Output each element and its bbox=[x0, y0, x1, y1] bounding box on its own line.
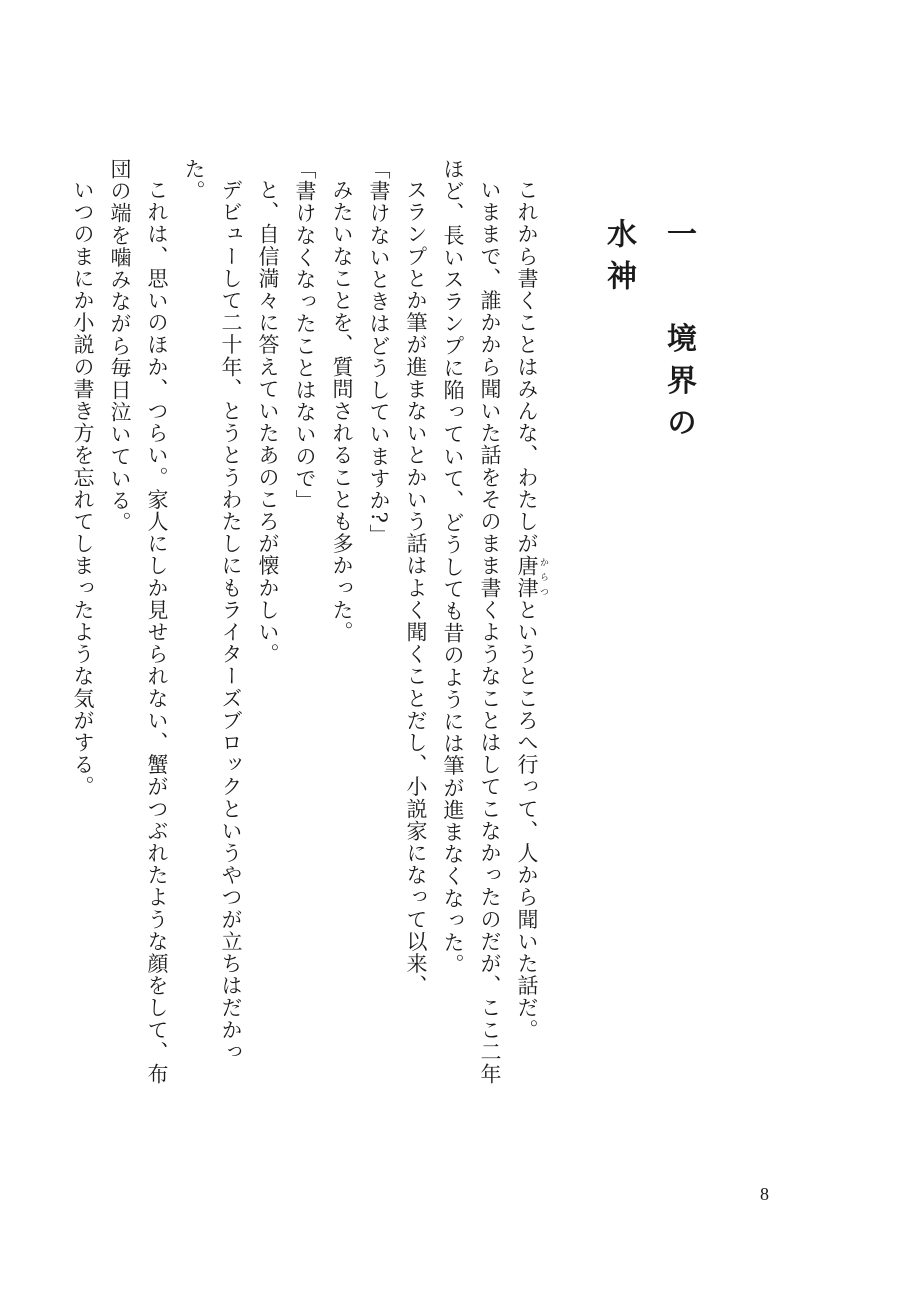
furigana-word bbox=[515, 554, 548, 599]
dialogue-line: 「書けなくなったことはないので」 bbox=[293, 158, 317, 512]
paragraph: いつのまにか小説の書き方を忘れてしまったような気がする。 bbox=[71, 179, 95, 798]
page-number: 8 bbox=[760, 1184, 769, 1204]
paragraph: これは、思いのほか、つらい。家人にしか見せられない、蟹がつぶれたような顔をして、布団の端を噛みながら毎日泣いている。 bbox=[108, 158, 169, 1086]
paragraph bbox=[508, 158, 548, 1088]
paragraph: スランプとか筆が進まないとかいう話はよく聞くことだし、小説家になって以来、 bbox=[404, 179, 428, 997]
chapter-title: 境界の水神 bbox=[601, 218, 696, 449]
paragraph: デビューして二十年、とうとうわたしにもライターズブロックというやつが立ちはだかった。 bbox=[182, 158, 243, 1063]
furigana-reading: からつ bbox=[538, 554, 548, 599]
paragraph: いままで、誰かから聞いた話をそのまま書くようなことはしてこなかったのだが、ここ二年ほど、長いスランプに陥っていて、どうしても昔のようには筆が進まなくなった。 bbox=[441, 158, 502, 1086]
body-text bbox=[71, 158, 548, 1088]
paragraph: みたいなことを、質問されることも多かった。 bbox=[330, 179, 354, 644]
chapter-number: 一 bbox=[661, 218, 696, 260]
paragraph: と、自信満々に答えていたあのころが懐かしい。 bbox=[256, 179, 280, 666]
paragraph-text: これから書くことはみんな、わたしが bbox=[515, 179, 539, 555]
dialogue-line: 「書けないときはどうしていますか?」 bbox=[367, 158, 391, 547]
paragraph-text: というところへ行って、人から聞いた話だ。 bbox=[515, 598, 539, 1041]
ruby-base: 唐津 bbox=[515, 554, 539, 599]
chapter-heading bbox=[601, 218, 708, 478]
